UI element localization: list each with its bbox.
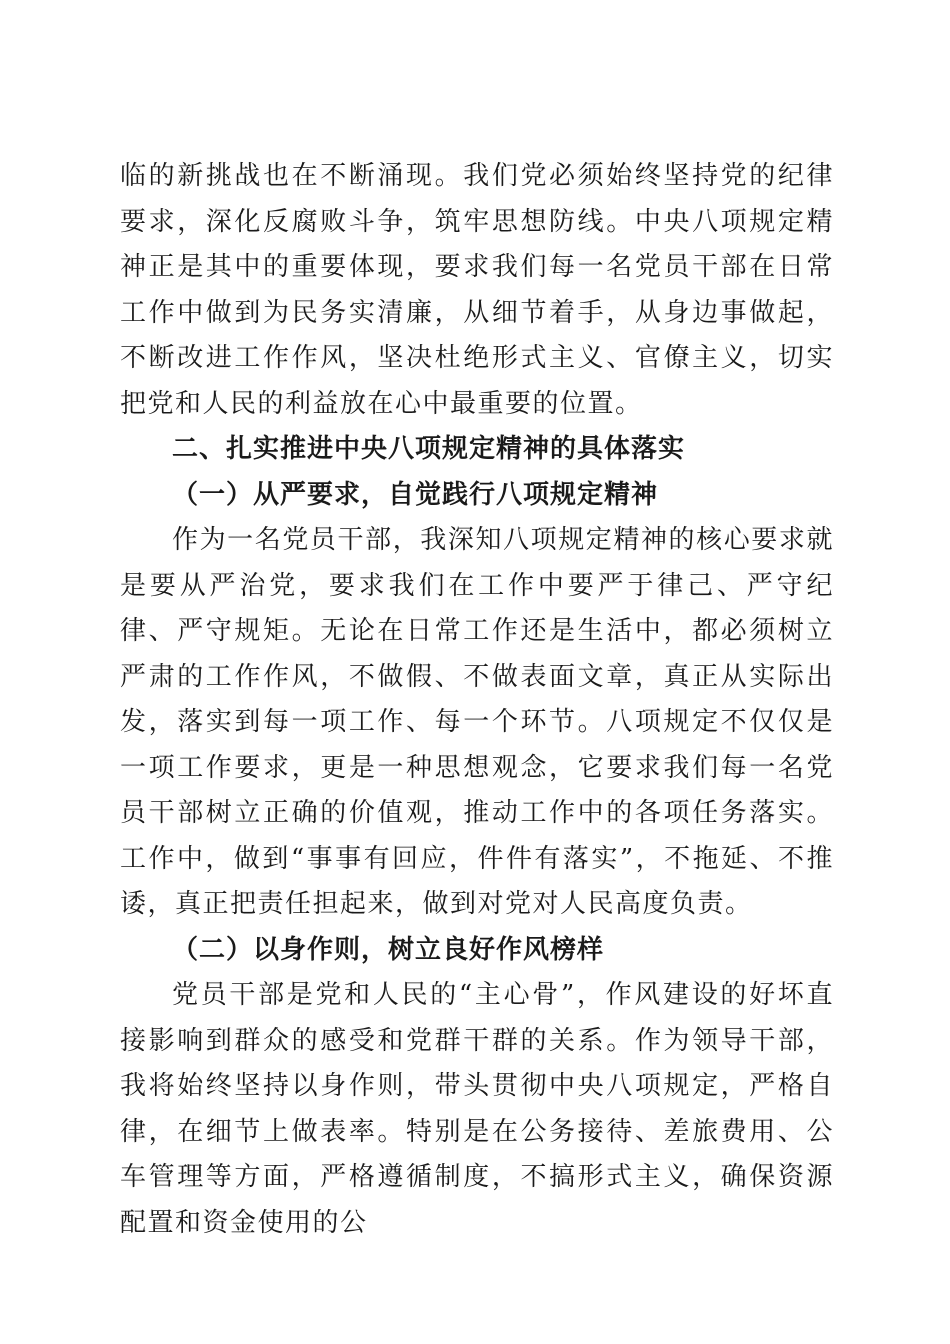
subsection-heading: （二）以身作则，树立良好作风榜样: [172, 934, 605, 965]
document-body: [120, 154, 834, 1246]
body-paragraph: 党员干部是党和人民的“主心骨”，作风建设的好坏直接影响到群众的感受和党群干群的关系。作为领导干部，我将始终坚持以身作则，带头贯彻中央八项规定，严格自律，在细节上做表率。特别是在公务接待、差旅费用、公车管理等方面，严格遵循制度，不搞形式主义，确保资源配置和资金使用的公: [120, 980, 834, 1238]
section-heading: 二、扎实推进中央八项规定精神的具体落实: [172, 434, 686, 464]
body-paragraph: 临的新挑战也在不断涌现。我们党必须始终坚持党的纪律要求，深化反腐败斗争，筑牢思想防线。中央八项规定精神正是其中的重要体现，要求我们每一名党员干部在日常工作中做到为民务实清廉，从细节着手，从身边事做起，不断改进工作作风，坚决杜绝形式主义、官僚主义，切实把党和人民的利益放在心中最重要的位置。: [120, 161, 834, 419]
subsection-heading: （一）从严要求，自觉践行八项规定精神: [172, 479, 659, 510]
body-paragraph: 作为一名党员干部，我深知八项规定精神的核心要求就是要从严治党，要求我们在工作中要严于律己、严守纪律、严守规矩。无论在日常工作还是生活中，都必须树立严肃的工作作风，不做假、不做表面文章，真正从实际出发，落实到每一项工作、每一个环节。八项规定不仅仅是一项工作要求，更是一种思想观念，它要求我们每一名党员干部树立正确的价值观，推动工作中的各项任务落实。工作中，做到“事事有回应，件件有落实”，不拖延、不推诿，真正把责任担起来，做到对党对人民高度负责。: [120, 525, 834, 919]
